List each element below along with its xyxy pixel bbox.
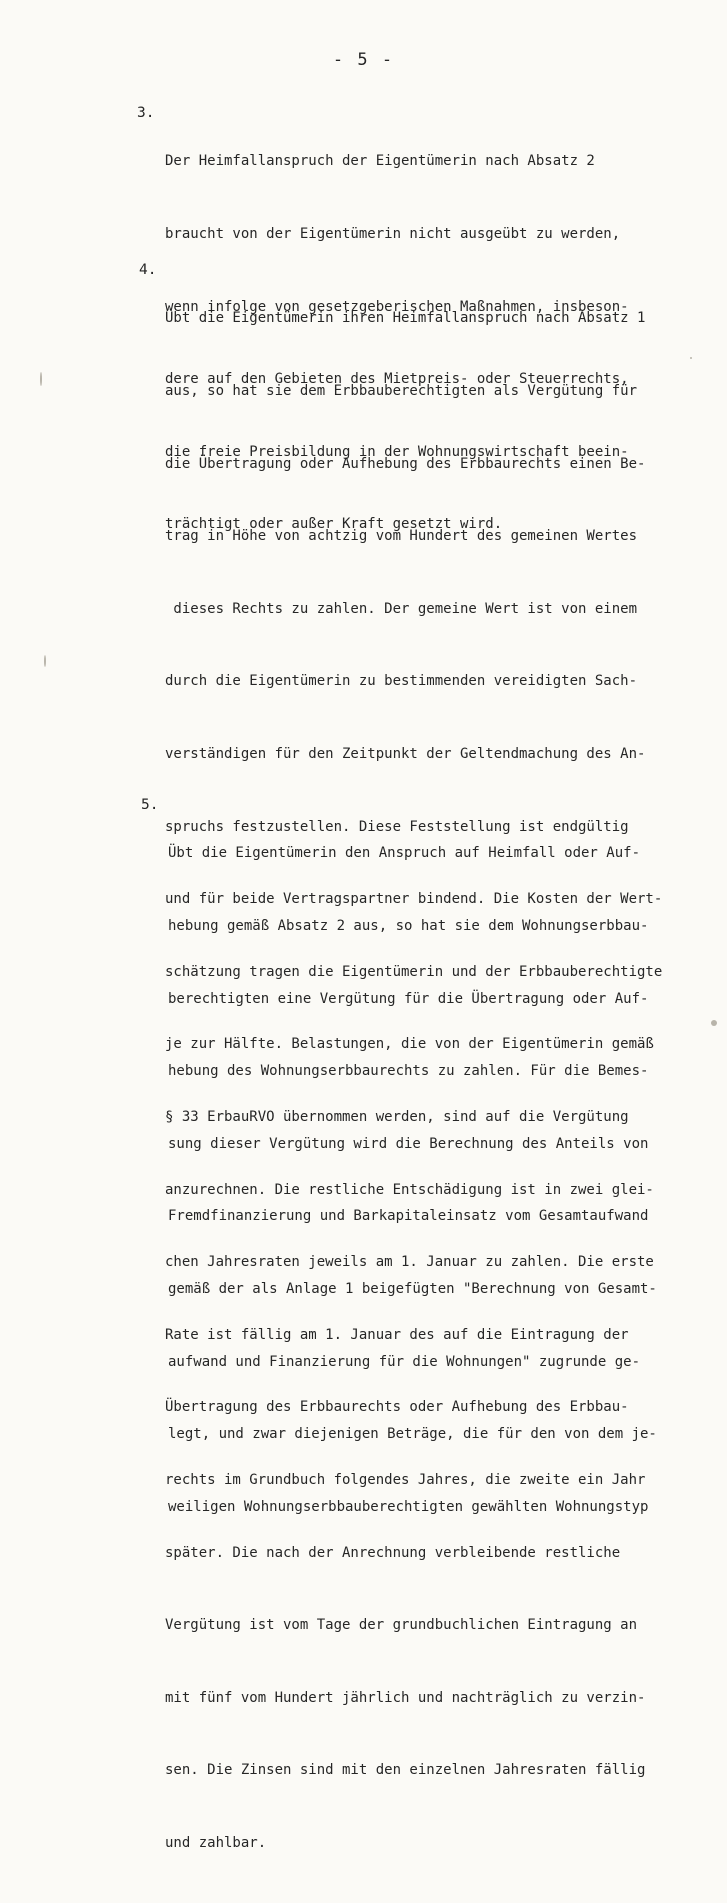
text-line: durch die Eigentümerin zu bestimmenden vereidigten Sach- [165,673,638,690]
text-line: spruchs festzustellen. Diese Feststellung ist endgültig [165,818,629,835]
text-line: Übertragung des Erbbaurechts oder Aufhebung des Erbbau- [165,1399,629,1416]
text-line: Fremdfinanzierung und Barkapitaleinsatz vom Gesamtaufwand [168,1208,649,1225]
text-line: aus, so hat sie dem Erbbauberechtigten als Vergütung für [165,383,638,399]
section-number: 3. [137,105,155,121]
text-line: und für beide Vertragspartner bindend. Die Kosten der Wert- [165,891,663,908]
text-line: legt, und zwar diejenigen Beträge, die für den von dem je- [168,1426,657,1443]
text-line: Übt die Eigentümerin den Anspruch auf Heimfall oder Auf- [168,845,641,862]
text-line: die freie Preisbildung in der Wohnungswirtschaft beein- [165,443,629,460]
text-line: § 33 ErbauRVO übernommen werden, sind auf die Vergütung [165,1108,629,1125]
text-line: weiligen Wohnungserbbauberechtigten gewählten Wohnungstyp [168,1498,649,1515]
text-line: aufwand und Finanzierung für die Wohnungen" zugrunde ge- [168,1353,641,1370]
scan-speck [44,655,46,667]
text-line: rechts im Grundbuch folgendes Jahres, die zweite ein Jahr [165,1471,646,1488]
text-line: dere auf den Gebieten des Mietpreis- oder Steuerrechts, [165,371,629,388]
text-line: die Übertragung oder Aufhebung des Erbbaurechts einen Be- [165,455,646,472]
text-line: sung dieser Vergütung wird die Berechnung des Anteils von [168,1135,649,1152]
text-line: schätzung tragen die Eigentümerin und der Erbbauberechtigte [165,963,663,980]
text-line: Der Heimfallanspruch der Eigentümerin nach Absatz 2 [165,153,595,170]
text-line: trächtigt oder außer Kraft gesetzt wird. [165,516,503,533]
text-line: trag in Höhe von achtzig vom Hundert des gemeinen Wertes [165,528,638,545]
text-line: später. Die nach der Anrechnung verbleibende restliche [165,1544,621,1561]
scan-speck [711,1020,717,1026]
text-line: gemäß der als Anlage 1 beigefügten "Berechnung von Gesamt- [168,1280,657,1297]
section-text [168,793,657,1567]
page-number: - 5 - [332,50,395,70]
text-line: hebung des Wohnungserbbaurechts zu zahlen. Für die Bemes- [168,1063,649,1080]
scan-speck [40,372,42,386]
text-line: sen. Die Zinsen sind mit den einzelnen Jahresraten fällig [165,1762,646,1779]
section-number: 4. [139,262,157,278]
section-number: 5. [141,797,159,813]
text-line: verständigen für den Zeitpunkt der Geltendmachung des An- [165,745,646,762]
text-line: mit fünf vom Hundert jährlich und nachträglich zu verzin- [165,1689,646,1706]
text-line: berechtigten eine Vergütung für die Übertragung oder Auf- [168,990,649,1007]
text-line: und zahlbar. [165,1834,267,1851]
text-line: wenn infolge von gesetzgeberischen Maßnahmen, insbeson- [165,298,629,315]
text-line: hebung gemäß Absatz 2 aus, so hat sie dem Wohnungserbbau- [168,918,649,934]
text-line: anzurechnen. Die restliche Entschädigung ist in zwei glei- [165,1181,654,1198]
text-line: Übt die Eigentümerin ihren Heimfallanspruch nach Absatz 1 [165,310,646,327]
text-line: je zur Hälfte. Belastungen, die von der Eigentümerin gemäß [165,1036,654,1053]
text-line: dieses Rechts zu zahlen. Der gemeine Wert ist von einem [165,600,638,617]
text-line: Vergütung ist vom Tage der grundbuchlichen Eintragung an [165,1617,638,1634]
scan-speck [690,357,692,359]
text-line: Rate ist fällig am 1. Januar des auf die Eintragung der [165,1326,629,1343]
text-line: braucht von der Eigentümerin nicht ausgeübt zu werden, [165,226,621,242]
text-line: chen Jahresraten jeweils am 1. Januar zu zahlen. Die erste [165,1254,654,1271]
